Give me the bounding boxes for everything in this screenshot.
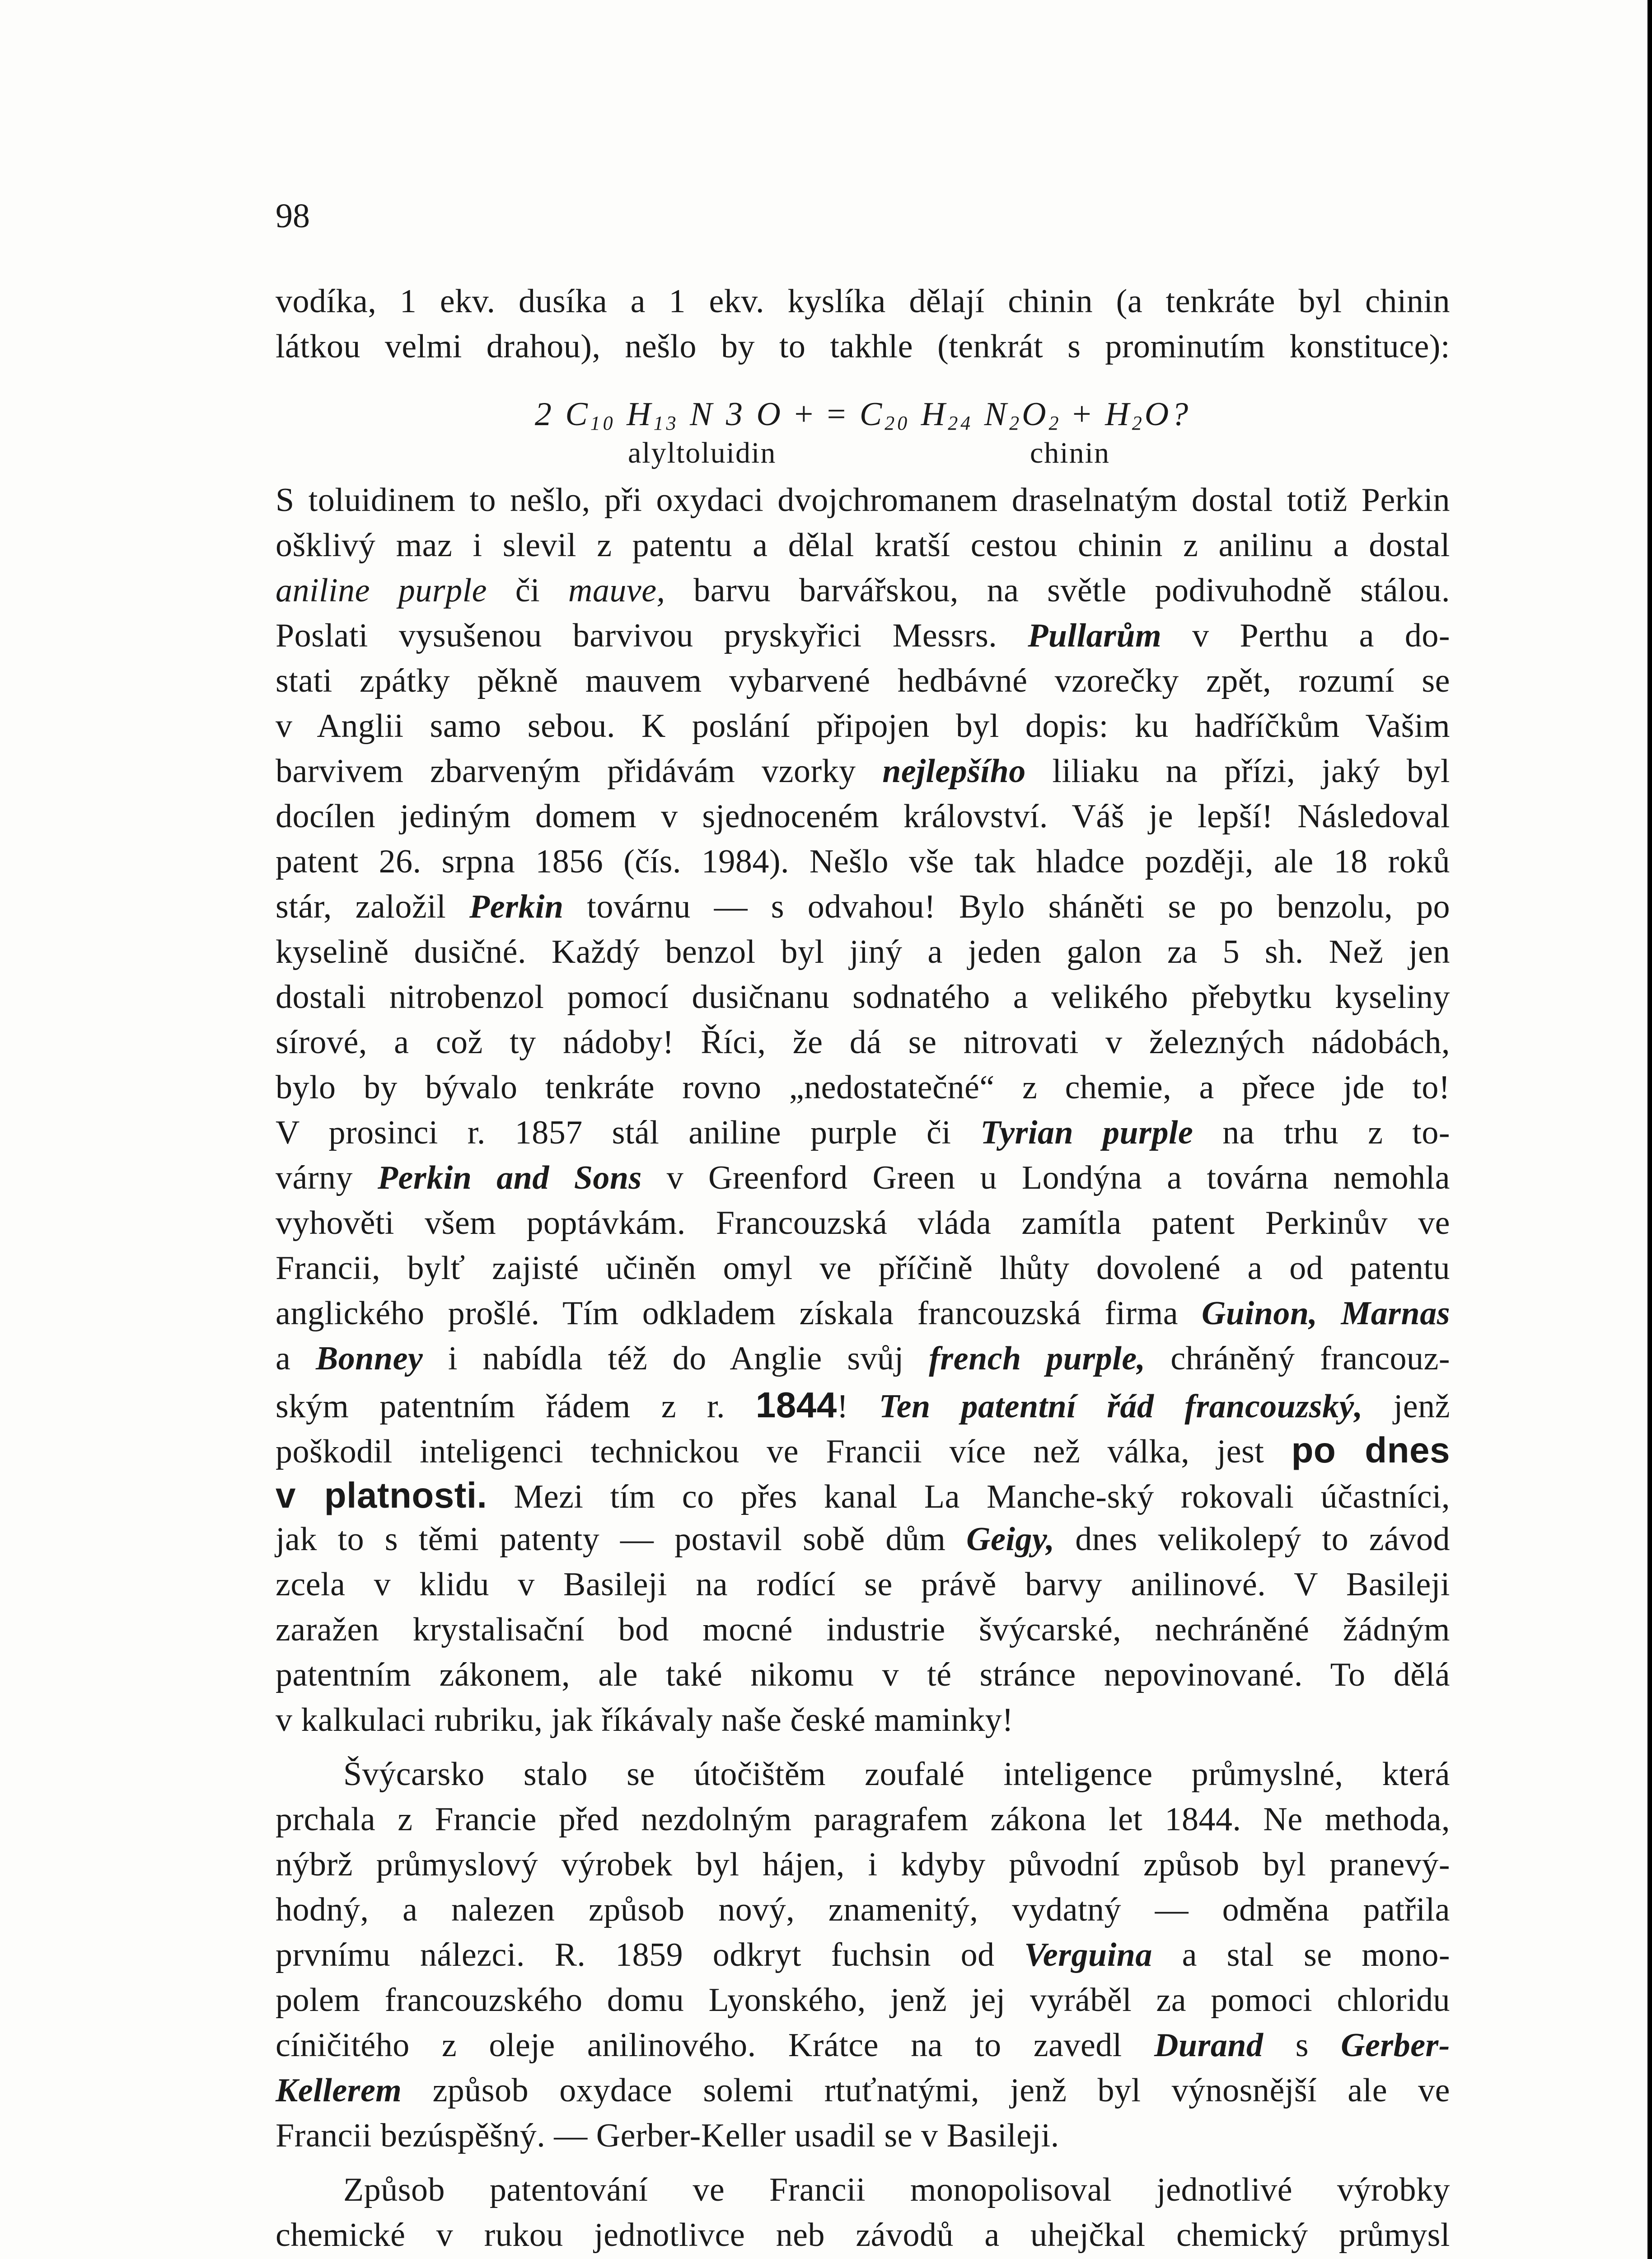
text-line: stár, založil Perkin továrnu — s odvahou! Bylo sháněti se po benzolu, po: [276, 888, 1450, 925]
page-number: 98: [276, 197, 310, 235]
text-line: bylo by bývalo tenkráte rovno „nedostatečné“ z chemie, a přece jde to!: [276, 1069, 1450, 1106]
formula-label-left: alyltoluidin: [628, 436, 777, 469]
text-line: vodíka, 1 ekv. dusíka a 1 ekv. kyslíka dělají chinin (a tenkráte byl chinin: [276, 283, 1450, 320]
text-line: a Bonney i nabídla též do Anglie svůj french purple, chráněný francouz-: [276, 1340, 1450, 1377]
text-line: poškodil inteligenci technickou ve Francii více než válka, jest po dnes: [276, 1430, 1450, 1470]
text-line: hodný, a nalezen způsob nový, znamenitý, vydatný — odměna patřila: [276, 1891, 1450, 1928]
text-line: chemické v rukou jednotlivce neb závodů a uhejčkal chemický průmysl: [276, 2217, 1450, 2254]
text-line: aniline purple či mauve, barvu barvářskou, na světle podivuhodně stálou.: [276, 572, 1450, 609]
text-line: v kalkulaci rubriku, jak říkávaly naše české maminky!: [276, 1701, 1014, 1739]
chemical-formula: 2 $C_{10}$ $H_{13}$ N 3 O + = $C_{20}$ $H_{24}$ $N_2O_2 + H_2O$?: [534, 396, 1191, 434]
text-line: prchala z Francie před nezdolným paragrafem zákona let 1844. Ne methoda,: [276, 1801, 1450, 1838]
text-line: ošklivý maz i slevil z patentu a dělal kratší cestou chinin z anilinu a dostal: [276, 527, 1450, 564]
text-line: Francii bezúspěšný. — Gerber-Keller usadil se v Basileji.: [276, 2117, 1059, 2154]
text-line: anglického prošlé. Tím odkladem získala francouzská firma Guinon, Marnas: [276, 1295, 1451, 1332]
text-line: kyselině dusičné. Každý benzol byl jiný a jeden galon za 5 sh. Než jen: [276, 933, 1450, 970]
text-line: cíničitého z oleje anilinového. Krátce na to zavedl Durand s Gerber-: [276, 2027, 1450, 2064]
text-line: patentním zákonem, ale také nikomu v té stránce nepovinované. To dělá: [276, 1656, 1450, 1693]
text-line: sírové, a což ty nádoby! Říci, že dá se nitrovati v železných nádobách,: [276, 1024, 1450, 1061]
text-line: zaražen krystalisační bod mocné industrie švýcarské, nechráněné žádným: [276, 1611, 1450, 1648]
text-line: nýbrž průmyslový výrobek byl hájen, i kdyby původní způsob byl pranevý-: [276, 1846, 1450, 1883]
text-line: ským patentním řádem z r. 1844! Ten patentní řád francouzský, jenž: [276, 1385, 1451, 1425]
text-line: Poslati vysušenou barvivou pryskyřici Messrs. Pullarům v Perthu a do-: [276, 617, 1450, 654]
text-line: Způsob patentování ve Francii monopolisoval jednotlivé výrobky: [343, 2171, 1450, 2208]
text-line: V prosinci r. 1857 stál aniline purple či Tyrian purple na trhu z to-: [276, 1114, 1450, 1151]
text-line: barvivem zbarveným přidávám vzorky nejlepšího liliaku na přízi, jaký byl: [276, 753, 1450, 790]
text-line: v platnosti. Mezi tím co přes kanal La Manche-ský rokovali účastníci,: [276, 1475, 1451, 1515]
text-line: S toluidinem to nešlo, při oxydaci dvojchromanem draselnatým dostal totiž Perkin: [276, 482, 1450, 519]
text-line: dostali nitrobenzol pomocí dusičnanu sodnatého a velikého přebytku kyseliny: [276, 979, 1450, 1016]
text-line: jak to s těmi patenty — postavil sobě dům Geigy, dnes velikolepý to závod: [276, 1521, 1451, 1558]
text-line: zcela v klidu v Basileji na rodící se právě barvy anilinové. V Basileji: [276, 1566, 1450, 1603]
text-line: docílen jediným domem v sjednoceném království. Váš je lepší! Následoval: [276, 798, 1450, 835]
text-line: polem francouzského domu Lyonského, jenž jej vyráběl za pomoci chloridu: [276, 1982, 1450, 2019]
text-line: v Anglii samo sebou. K poslání připojen byl dopis: ku hadříčkům Vašim: [276, 708, 1450, 745]
text-line: várny Perkin and Sons v Greenford Green u Londýna a továrna nemohla: [276, 1159, 1451, 1196]
text-line: Švýcarsko stalo se útočištěm zoufalé inteligence průmyslné, která: [343, 1756, 1450, 1793]
text-line: látkou velmi drahou), nešlo by to takhle (tenkrát s prominutím konstituce):: [276, 328, 1450, 365]
text-line: Francii, bylť zajisté učiněn omyl ve příčině lhůty dovolené a od patentu: [276, 1250, 1450, 1287]
formula-label-right: chinin: [1030, 436, 1110, 469]
text-line: prvnímu nálezci. R. 1859 odkryt fuchsin od Verguina a stal se mono-: [276, 1936, 1450, 1973]
text-line: patent 26. srpna 1856 (čís. 1984). Nešlo vše tak hladce později, ale 18 roků: [276, 843, 1450, 880]
text-line: Kellerem způsob oxydace solemi rtuťnatými, jenž byl výnosnější ale ve: [276, 2072, 1450, 2109]
text-line: stati zpátky pěkně mauvem vybarvené hedbávné vzorečky zpět, rozumí se: [276, 662, 1450, 699]
text-line: vyhověti všem poptávkám. Francouzská vláda zamítla patent Perkinův ve: [276, 1204, 1450, 1242]
